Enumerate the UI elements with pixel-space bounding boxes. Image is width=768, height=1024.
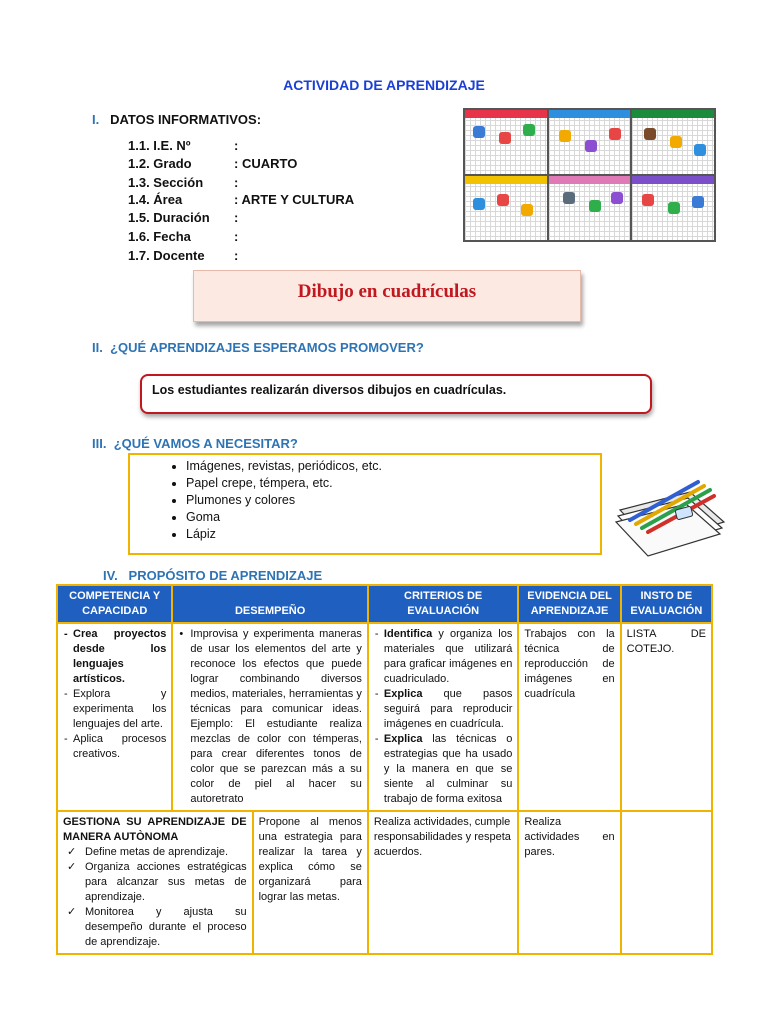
info-value: :: [234, 229, 239, 244]
info-label: 1.5. Duración: [128, 210, 210, 225]
drawing-shape: [692, 196, 704, 208]
section-label: DATOS INFORMATIVOS:: [110, 112, 262, 127]
cell-evidencia: Realiza actividades en pares.: [518, 811, 620, 954]
capacity-item: - Aplica procesos creativos.: [73, 732, 166, 762]
cell-desempeno: Propone al menos una estrategia para realizar la tarea y explica cómo se organizará para lograr las metas.: [253, 811, 368, 954]
cell-competencia: [57, 623, 172, 811]
criterion-verb: Explica: [383, 688, 423, 700]
purpose-table: [56, 584, 713, 955]
info-row-area: [128, 192, 354, 207]
drawing-shape: [670, 136, 682, 148]
drawing-shape: [611, 192, 623, 204]
header-evidencia: EVIDENCIA DEL APRENDIZAJE: [518, 585, 620, 623]
drawing-shape: [521, 204, 533, 216]
materials-box: [128, 453, 602, 555]
thumbnail-header: [549, 176, 631, 184]
drawing-shape: [642, 194, 654, 206]
section-label: PROPÓSITO DE APRENDIZAJE: [128, 568, 323, 583]
section-label: ¿QUÉ APRENDIZAJES ESPERAMOS PROMOVER?: [110, 340, 424, 355]
grid-thumbnail: [549, 110, 631, 174]
thumbnail-header: [465, 110, 547, 118]
drawing-shape: [497, 194, 509, 206]
list-item: • Lápiz: [186, 526, 600, 543]
competency-title: - Crea proyectos desde los lenguajes artísticos.: [73, 627, 166, 687]
criterion-text: y organiza los materiales que utilizará para graficar imágenes en cuadriculado.: [383, 628, 513, 685]
cell-desempeno: [172, 623, 368, 811]
info-label: 1.4. Área: [128, 192, 183, 207]
learning-goal-text: Los estudiantes realizarán diversos dibujos en cuadrículas.: [152, 383, 507, 397]
drawing-shape: [644, 128, 656, 140]
cell-competencia: [57, 811, 253, 954]
thumbnail-header: [465, 176, 547, 184]
drawing-shape: [694, 144, 706, 156]
info-row-seccion: [128, 175, 238, 190]
info-label: 1.2. Grado: [128, 156, 192, 171]
info-label: 1.3. Sección: [128, 175, 204, 190]
info-row-grado: [128, 156, 297, 171]
cell-criterios: [368, 623, 518, 811]
grid-thumbnail: [465, 110, 547, 174]
table-row: [57, 623, 712, 811]
capacity-item: ✓ Define metas de aprendizaje.: [85, 845, 247, 860]
stationery-illustration: [612, 470, 730, 562]
drawing-shape: [473, 126, 485, 138]
list-item: • Papel crepe, témpera, etc.: [186, 475, 600, 492]
drawing-shape: [499, 132, 511, 144]
criterion-verb: Explica: [383, 733, 423, 745]
drawing-shape: [668, 202, 680, 214]
list-item: • Imágenes, revistas, periódicos, etc.: [186, 458, 600, 475]
page-title: ACTIVIDAD DE APRENDIZAJE: [283, 77, 485, 93]
criterion-text: las técnicas o estrategias que ha usado y la manera en que se siente al culminar su trabajo de forma exitosa: [383, 733, 513, 805]
list-item: • Goma: [186, 509, 600, 526]
activity-title-box: [193, 270, 581, 322]
criterion-item: [384, 627, 512, 687]
section-number: I.: [92, 112, 100, 127]
criterion-verb: Identifica: [383, 628, 433, 640]
cell-instrumento: LISTA DE COTEJO.: [621, 623, 712, 811]
info-value: :: [234, 138, 239, 153]
materials-list: [130, 458, 600, 543]
header-desempeno: DESEMPEÑO: [172, 585, 368, 623]
list-item: • Plumones y colores: [186, 492, 600, 509]
thumbnail-header: [632, 110, 714, 118]
section-proposito: [103, 568, 322, 583]
info-value: : CUARTO: [234, 156, 298, 171]
competency-title: GESTIONA SU APRENDIZAJE DE MANERA AUTÒNOMA: [63, 816, 247, 843]
capacity-item: - Explora y experimenta los lenguajes del arte.: [73, 687, 166, 732]
thumbnail-header: [549, 110, 631, 118]
info-label: 1.7. Docente: [128, 248, 205, 263]
drawing-shape: [559, 130, 571, 142]
info-label: 1.1. I.E. Nº: [128, 138, 191, 153]
thumbnail-header: [632, 176, 714, 184]
grid-thumbnail: [465, 176, 547, 240]
section-label: ¿QUÉ VAMOS A NECESITAR?: [113, 436, 298, 451]
drawing-shape: [563, 192, 575, 204]
grid-thumbnail: [632, 176, 714, 240]
table-header-row: [57, 585, 712, 623]
info-row-docente: [128, 248, 238, 263]
activity-title: Dibujo en cuadrículas: [297, 281, 477, 302]
cell-evidencia: Trabajos con la técnica de reproducción de imágenes en cuadrícula: [518, 623, 620, 811]
criterion-text: que pasos seguirá para reproducir imágenes en cuadrícula.: [383, 688, 513, 730]
drawing-shape: [589, 200, 601, 212]
header-competencia: COMPETENCIA Y CAPACIDAD: [57, 585, 172, 623]
table-row: [57, 811, 712, 954]
info-row-fecha: [128, 229, 238, 244]
info-value: :: [234, 175, 239, 190]
grid-drawings-image: [463, 108, 716, 242]
criterion-item: [384, 732, 512, 807]
capacity-item: ✓ Organiza acciones estratégicas para alcanzar sus metas de aprendizaje.: [85, 860, 247, 905]
header-criterios: CRITERIOS DE EVALUACIÓN: [368, 585, 518, 623]
section-necesitar: [92, 436, 298, 451]
info-row-ie: [128, 138, 238, 153]
drawing-shape: [585, 140, 597, 152]
desempeno-text: • Improvisa y experimenta maneras de usar los elementos del arte y reconoce los efectos que puede lograr combinando diversos medios, materiales, herramientas y técnicas para comunicar ideas. Ejemplo: El estudiante realiza mezclas de color con témperas, para crear diferentes tonos de color que se parezcan más a su color de piel al hacer su autoretrato: [190, 627, 362, 807]
drawing-shape: [609, 128, 621, 140]
criterion-item: [384, 687, 512, 732]
section-number: IV.: [103, 568, 118, 583]
cell-instrumento: [621, 811, 712, 954]
section-aprendizajes: [92, 340, 424, 355]
drawing-shape: [523, 124, 535, 136]
info-row-duracion: [128, 210, 238, 225]
info-label: 1.6. Fecha: [128, 229, 191, 244]
section-number: II.: [92, 340, 103, 355]
drawing-shape: [473, 198, 485, 210]
info-value: :: [234, 248, 239, 263]
cell-criterios: Realiza actividades, cumple responsabilidades y respeta acuerdos.: [368, 811, 518, 954]
section-number: III.: [92, 436, 107, 451]
info-value: :: [234, 210, 239, 225]
info-value: : ARTE Y CULTURA: [234, 192, 355, 207]
grid-thumbnail: [632, 110, 714, 174]
section-datos-informativos: [92, 112, 261, 127]
grid-thumbnail: [549, 176, 631, 240]
capacity-item: ✓ Monitorea y ajusta su desempeño durante el proceso de aprendizaje.: [85, 905, 247, 950]
learning-goal-box: [140, 374, 652, 414]
header-instrumento: INSTO DE EVALUACIÓN: [621, 585, 712, 623]
